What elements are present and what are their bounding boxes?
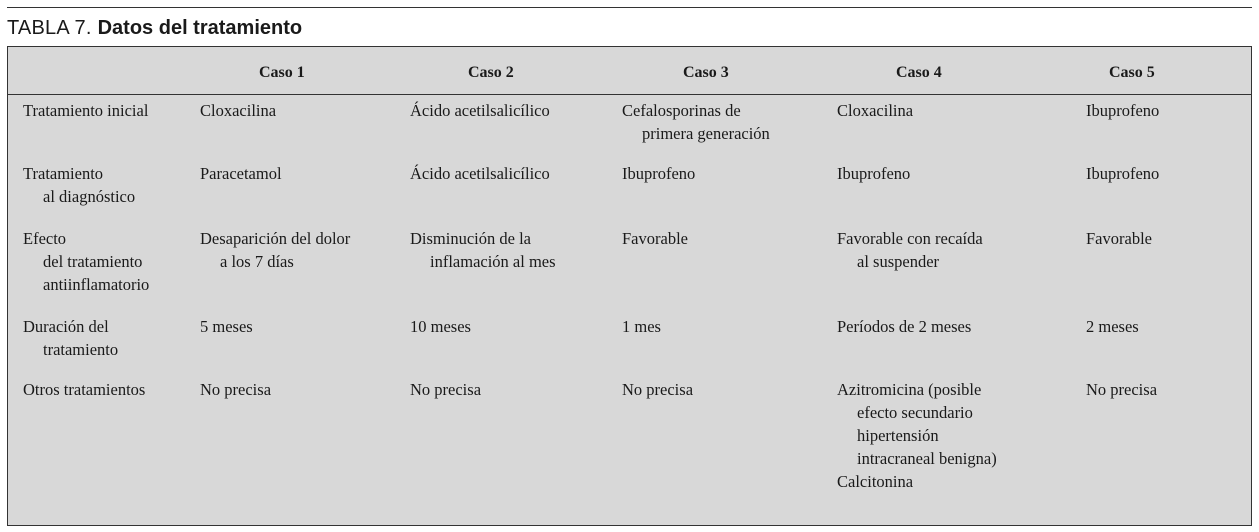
row-label-efecto-tratamiento: [23, 227, 149, 296]
cell-line: Favorable: [622, 229, 688, 248]
cell-line: No precisa: [622, 380, 694, 399]
treatment-table: [7, 46, 1252, 526]
cell-caso5-otros: [1086, 378, 1157, 401]
cell-caso1-duracion: [200, 315, 253, 338]
caption-label: TABLA 7.: [7, 17, 92, 39]
row-label-line: Efecto: [23, 229, 67, 248]
cell-caso4-otros: [837, 378, 997, 493]
cell-caso1-otros: [200, 378, 271, 401]
cell-caso3-otros: [622, 378, 693, 401]
header-rule: [8, 94, 1251, 95]
cell-caso2-tratamiento-inicial: [410, 99, 550, 122]
cell-line: 1 mes: [622, 317, 661, 336]
row-label-line: Otros tratamientos: [23, 380, 146, 399]
cell-line: Azitromicina (posible: [837, 380, 982, 399]
cell-caso2-otros: [410, 378, 481, 401]
cell-line: primera generación: [642, 124, 770, 143]
cell-caso5-tratamiento-al-diagnostico: [1086, 162, 1159, 185]
header-caso-1: Caso 1: [259, 64, 305, 81]
cell-caso2-tratamiento-al-diagnostico: [410, 162, 550, 185]
caption-title: Datos del tratamiento: [97, 17, 303, 39]
cell-line: Paracetamol: [200, 164, 282, 183]
cell-caso3-duracion: [622, 315, 661, 338]
cell-line: hipertensión: [857, 426, 939, 445]
row-label-otros-tratamientos: [23, 378, 145, 401]
cell-caso1-efecto: [200, 227, 350, 273]
cell-line: Ibuprofeno: [1086, 164, 1160, 183]
row-label-line: antiinflamatorio: [43, 275, 150, 294]
cell-line: 5 meses: [200, 317, 253, 336]
cell-caso4-tratamiento-al-diagnostico: [837, 162, 910, 185]
cell-caso1-tratamiento-inicial: [200, 99, 276, 122]
cell-line: Ibuprofeno: [837, 164, 911, 183]
cell-caso2-duracion: [410, 315, 471, 338]
cell-line: intracraneal benigna): [857, 449, 997, 468]
row-label-line: del tratamiento: [43, 252, 143, 271]
cell-caso2-efecto: [410, 227, 556, 273]
cell-line: Cefalosporinas de: [622, 101, 741, 120]
cell-caso4-duracion: [837, 315, 971, 338]
cell-line: Ácido acetilsalicílico: [410, 101, 550, 120]
row-label-tratamiento-inicial: [23, 99, 148, 122]
cell-line: Calcitonina: [837, 472, 914, 491]
cell-line: 2 meses: [1086, 317, 1139, 336]
cell-caso4-efecto: [837, 227, 983, 273]
row-label-line: Duración del: [23, 317, 109, 336]
cell-line: 10 meses: [410, 317, 471, 336]
cell-line: inflamación al mes: [430, 252, 556, 271]
row-label-line: tratamiento: [43, 340, 119, 359]
cell-line: efecto secundario: [857, 403, 973, 422]
header-caso-3: Caso 3: [683, 64, 729, 81]
top-rule: [7, 7, 1252, 8]
row-label-tratamiento-al-diagnostico: [23, 162, 135, 208]
cell-line: Ibuprofeno: [1086, 101, 1160, 120]
cell-caso5-duracion: [1086, 315, 1139, 338]
cell-caso5-efecto: [1086, 227, 1152, 250]
cell-caso3-efecto: [622, 227, 688, 250]
row-label-duracion: [23, 315, 118, 361]
cell-line: al suspender: [857, 252, 940, 271]
header-caso-5: Caso 5: [1109, 64, 1155, 81]
cell-line: a los 7 días: [220, 252, 294, 271]
cell-caso3-tratamiento-al-diagnostico: [622, 162, 695, 185]
cell-line: No precisa: [200, 380, 272, 399]
cell-caso4-tratamiento-inicial: [837, 99, 913, 122]
cell-line: Favorable: [1086, 229, 1152, 248]
cell-line: Desaparición del dolor: [200, 229, 351, 248]
cell-line: Favorable con recaída: [837, 229, 983, 248]
row-label-line: al diagnóstico: [43, 187, 136, 206]
cell-line: Cloxacilina: [837, 101, 914, 120]
cell-line: Disminución de la: [410, 229, 531, 248]
cell-line: Ibuprofeno: [622, 164, 696, 183]
cell-caso5-tratamiento-inicial: [1086, 99, 1159, 122]
header-caso-4: Caso 4: [896, 64, 942, 81]
cell-line: Cloxacilina: [200, 101, 277, 120]
row-label-line: Tratamiento: [23, 164, 104, 183]
cell-line: No precisa: [410, 380, 482, 399]
cell-line: Ácido acetilsalicílico: [410, 164, 550, 183]
cell-line: Períodos de 2 meses: [837, 317, 972, 336]
table-caption: [7, 15, 302, 41]
cell-caso1-tratamiento-al-diagnostico: [200, 162, 282, 185]
row-label-line: Tratamiento inicial: [23, 101, 149, 120]
header-caso-2: Caso 2: [468, 64, 514, 81]
cell-line: No precisa: [1086, 380, 1158, 399]
cell-caso3-tratamiento-inicial: [622, 99, 770, 145]
